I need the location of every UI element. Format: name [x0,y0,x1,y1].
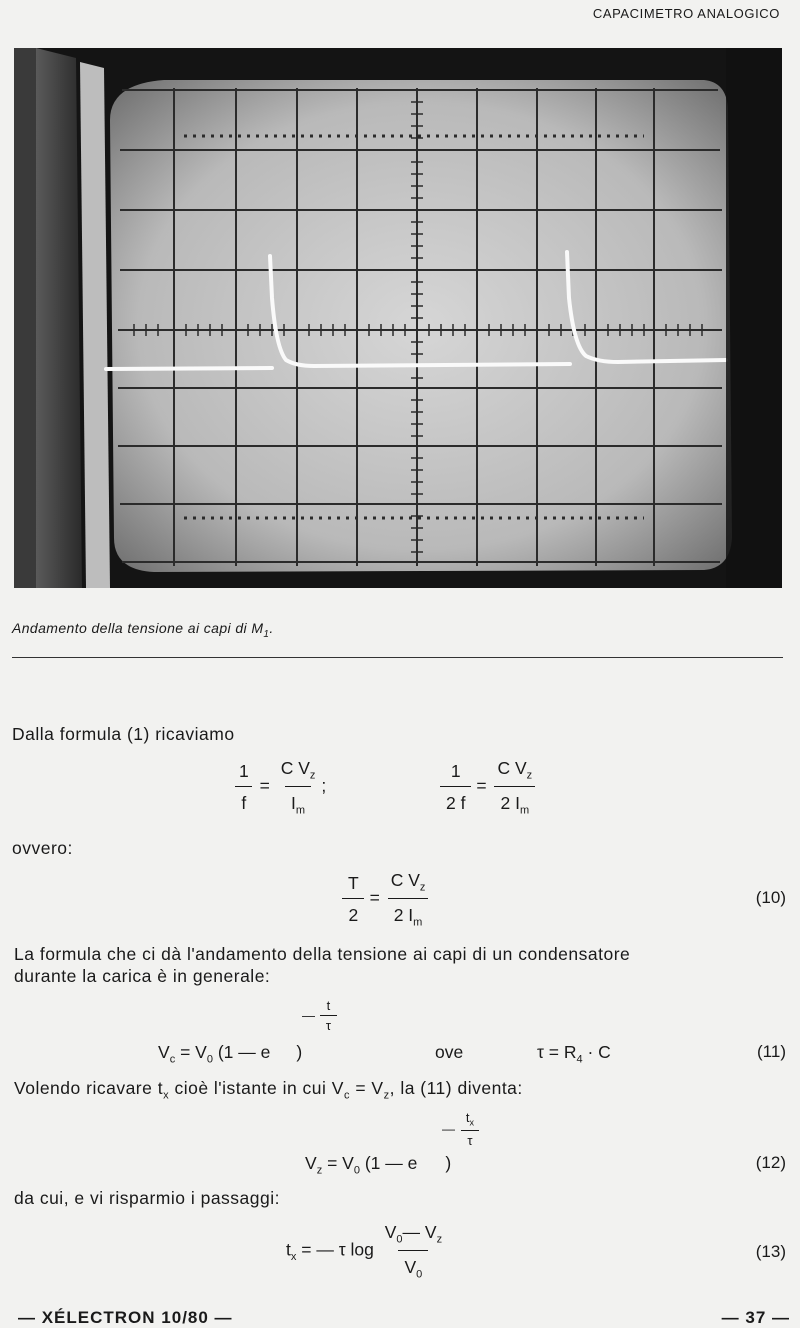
equation-number-10: (10) [755,888,786,907]
paragraph-1: Dalla formula (1) ricaviamo [12,724,235,744]
divider-rule [12,657,783,658]
equation-13: $t_x$ = — τ log $\frac{V_0— V_z}{V_0}$ [286,1222,443,1280]
equation-number-13: (13) [755,1242,786,1261]
paragraph-3-line-1: La formula che ci dà l'andamento della tensione ai capi di un condensatore [14,944,631,964]
equation-11-ove: ove [435,1042,464,1062]
footer-page-number: — 37 — [721,1308,790,1327]
equation-number-12: (12) [755,1153,786,1172]
equation-11: $V_c = V_0$ (1 — e ) [158,1042,303,1066]
oscilloscope-screen-graphic [14,48,782,588]
equation-12-exponent: — $\frac{t_x}{\tau}$ [442,1110,480,1148]
equation-number-11: (11) [757,1042,786,1061]
equation-11-tau: $\tau = R_4 \cdot C$ [537,1042,611,1066]
running-header: CAPACIMETRO ANALOGICO [592,6,780,21]
paragraph-3-line-2: durante la carica è in generale: [14,966,271,986]
equation-12: $V_z = V_0$ (1 — e ) [305,1153,452,1177]
paragraph-5: da cui, e vi risparmio i passaggi: [14,1188,280,1208]
equation-1: $\frac{1}{f}$ = $\frac{C V_z}{I_m}$ ; [233,758,326,816]
equation-2: $\frac{1}{2 f}$ = $\frac{C V_z}{2 I_m}$ [440,758,538,816]
oscilloscope-photo [14,48,782,588]
equation-11-exponent: — $\frac{t}{\tau}$ [302,998,337,1033]
paragraph-2: ovvero: [12,838,73,858]
equation-10: $\frac{T}{2}$ = $\frac{C V_z}{2 I_m}$ [342,870,431,928]
paragraph-4: Volendo ricavare $t_x$ cioè l'istante in cui $V_c = V_z$, la (11) diventa: [14,1078,523,1102]
footer-publication: — XÉLECTRON 10/80 — [18,1308,233,1327]
figure-caption: Andamento della tensione ai capi di $M_1$. [12,620,274,640]
